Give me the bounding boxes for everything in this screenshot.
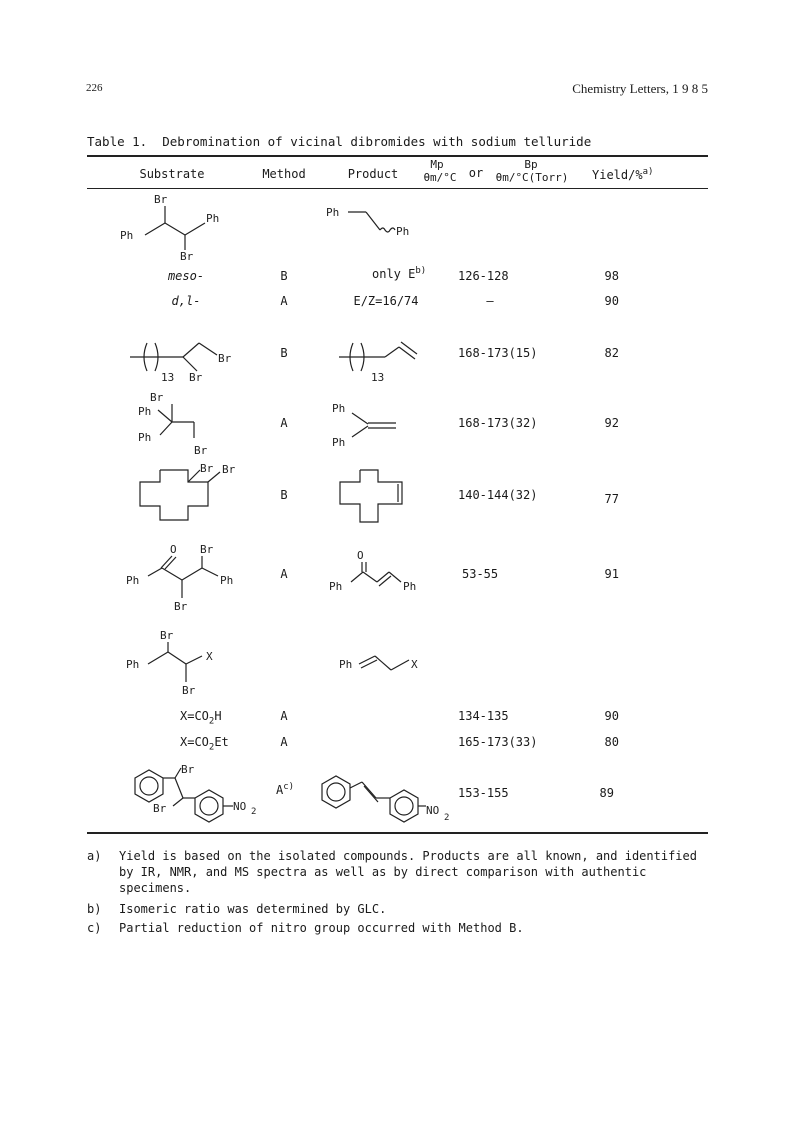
structure-terminal-alkene [337,335,427,385]
row-meso-substrate: meso- [167,269,205,283]
header-bp-label: Bp [524,158,538,171]
label-br-top: Br [160,629,174,642]
footnote-a-text: Yield is based on the isolated compounds. Products are all known, and identified by IR, NMR, and MS spectra as well as by direct comparison with authentic specimens. [119,849,697,895]
label-ph-lower: Ph [138,431,152,444]
label-ph-left: Ph [120,229,134,242]
footnote-c-text: Partial reduction of nitro group occurred with Method B. [119,921,524,935]
label-ph-right: Ph [206,212,220,225]
table-caption: Table 1. Debromination of vicinal dibromides with sodium telluride [87,134,592,149]
header-substrate: Substrate [139,167,205,181]
label-br-bottom: Br [182,684,196,697]
row-cyclo-method: B [280,488,288,502]
structure-stilbene [320,200,420,245]
row-dl-product: E/Z=16/74 [353,294,419,308]
row-alkyl-method: B [280,346,288,360]
row-co2h-yield: 90 [604,709,619,723]
label-no2: NO [426,804,440,817]
label-no2: NO [233,800,247,813]
header-mp-label: Mp [430,158,444,171]
row-nitro-mp: 153-155 [458,786,509,800]
label-br-bottom: Br [174,600,188,613]
row-co2et-substrate: $X=CO_2Et$ [180,735,229,753]
label-br-bottom: Br [180,250,194,263]
row-dl-mp-dash: — [486,294,494,308]
structure-chalcone [325,548,425,598]
row-diphenyl-yield: 92 [604,416,619,430]
row-dl-method: A [280,294,288,308]
header-product: Product [347,167,399,181]
footnote-a-label: a) [87,849,102,863]
table-top-rule [87,155,708,157]
footnote-c-label: c) [87,921,102,935]
label-ph-lower: Ph [332,436,346,449]
structure-stilbene-dibromide [110,192,230,262]
journal-running-head: Chemistry Letters, 1 9 8 5 [572,81,708,96]
header-mp-unit: θm/°C [423,171,457,184]
row-co2et-yield: 80 [604,735,619,749]
header-yield: Yield/%$^{a)}$ [592,167,654,182]
row-diphenyl-method: A [280,416,288,430]
row-co2h-method: A [280,709,288,723]
label-ph-left: Ph [126,574,140,587]
label-ph-right: Ph [220,574,234,587]
label-ph-left: Ph [326,206,340,219]
row-co2et-bp: 165-173(33) [458,735,538,749]
label-x: X [411,658,418,671]
label-13: 13 [371,371,385,384]
row-chalcone-method: A [280,567,288,581]
structure-diphenyl-dibromide [110,390,210,460]
row-nitro-yield: 89 [599,786,614,800]
row-meso-mp: 126-128 [458,269,509,283]
row-co2h-mp: 134-135 [458,709,509,723]
row-nitro-method: $A^{c)}$ [276,782,295,797]
header-or: or [468,166,484,180]
structure-alkyl-dibromide [125,335,255,385]
structure-nitrostilbene [318,772,468,827]
label-x: X [206,650,213,663]
structure-cinnamic [335,648,435,688]
table-bottom-rule [87,832,708,834]
label-13: 13 [161,371,175,384]
label-o: O [357,549,364,562]
row-meso-product: only $E^{b)}$ [372,266,427,281]
row-cyclo-bp: 140-144(32) [458,488,538,502]
label-ph: Ph [339,658,353,671]
header-bp-unit: θm/°C(Torr) [495,171,569,184]
row-cyclo-yield: 77 [604,492,619,506]
label-no2-subscript: 2 [251,807,257,817]
label-ph: Ph [126,658,140,671]
label-br-top: Br [150,391,164,404]
label-br-bottom: Br [194,444,208,457]
structure-diphenylethylene [330,397,410,457]
row-co2et-method: A [280,735,288,749]
footnote-c [87,920,707,938]
page-number: 226 [86,82,103,94]
label-br-lower: Br [189,371,203,384]
label-br: Br [218,352,232,365]
structure-cyclododecane-dibromide [138,462,268,534]
table-header-rule [87,188,708,189]
label-no2-subscript: 2 [444,813,450,823]
label-ph-upper: Ph [332,402,346,415]
label-br-top: Br [200,543,214,556]
structure-nitrostilbene-dibromide [115,758,275,826]
structure-chalcone-dibromide [122,542,242,614]
label-ph-left: Ph [329,580,343,593]
label-br-2: Br [222,463,236,476]
label-o: O [170,543,177,556]
footnote-b-label: b) [87,902,102,916]
row-alkyl-bp: 168-173(15) [458,346,538,360]
structure-cyclododecene [338,466,418,531]
header-method: Method [262,167,306,181]
label-ph-right: Ph [396,225,410,238]
row-chalcone-yield: 91 [604,567,619,581]
footnote-b-text: Isomeric ratio was determined by GLC. [119,902,387,916]
footnote-b [87,901,707,919]
row-co2h-substrate: $X=CO_2H$ [180,709,222,727]
row-alkyl-yield: 82 [604,346,619,360]
label-br-top: Br [181,763,195,776]
label-br-1: Br [200,462,214,475]
label-ph-upper: Ph [138,405,152,418]
label-br-top: Br [154,193,168,206]
row-meso-yield: 98 [604,269,619,283]
label-br-bottom: Br [153,802,167,815]
label-ph-right: Ph [403,580,417,593]
row-chalcone-mp: 53-55 [462,567,499,581]
row-meso-method: B [280,269,288,283]
row-dl-substrate: d,l- [171,294,201,308]
structure-cinnamic-dibromide [122,628,232,698]
row-dl-yield: 90 [604,294,619,308]
row-diphenyl-bp: 168-173(32) [458,416,538,430]
footnote-a [87,848,707,898]
